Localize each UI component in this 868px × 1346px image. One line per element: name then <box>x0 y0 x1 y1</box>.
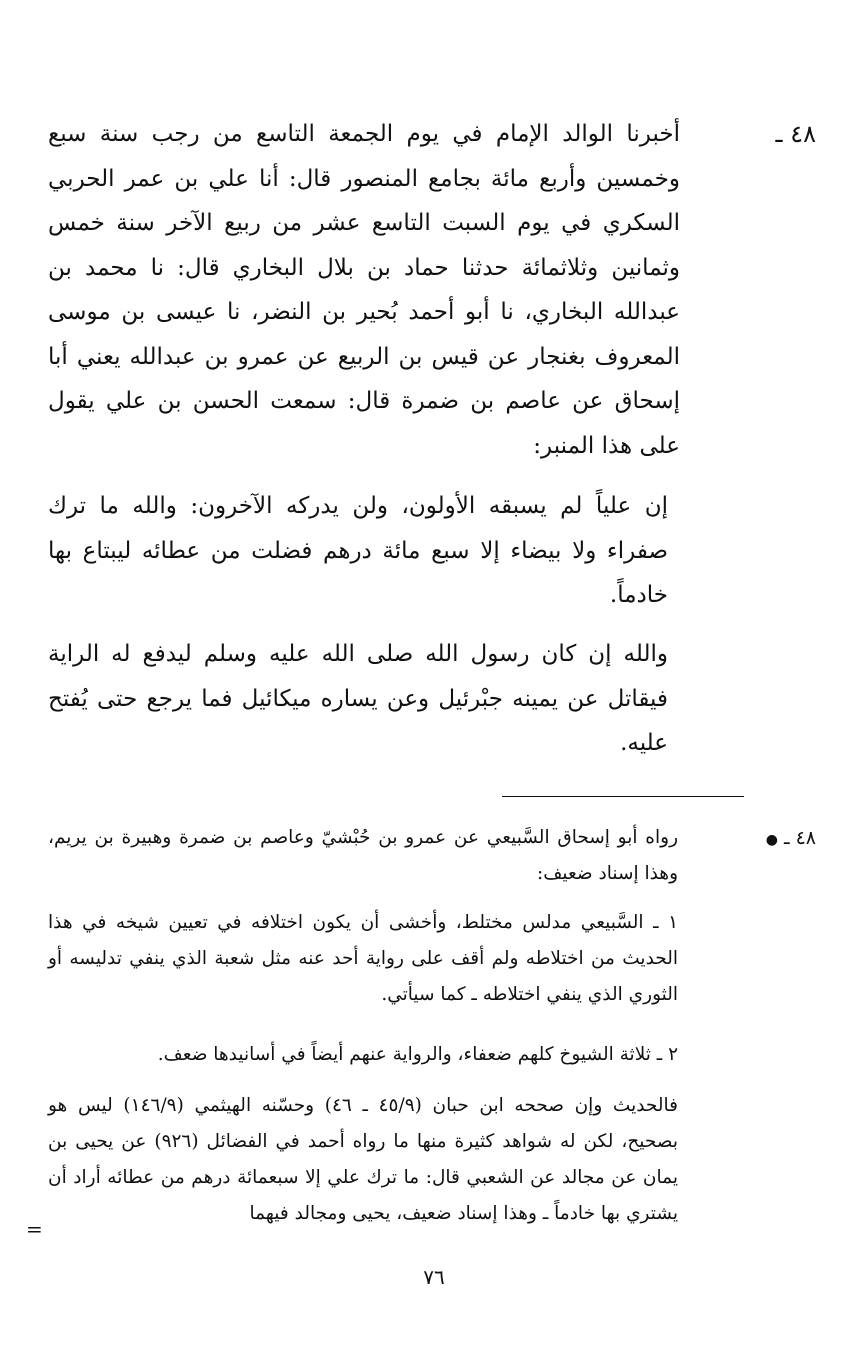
hadith-text-paragraph-2: والله إن كان رسول الله صلى الله عليه وسلم ليدفع له الراية فيقاتل عن يمينه جبْرئيل وعن يساره ميكائيل فما يرجع حتى يُفتح عليه. <box>48 641 668 756</box>
hadith-number: ٤٨ ـ <box>775 120 816 148</box>
hadith-isnad: أخبرنا الوالد الإمام في يوم الجمعة التاسع من رجب سنة سبع وخمسين وأربع مائة بجامع المنصور قال: أنا علي بن عمر الحربي السكري في يوم السبت التاسع عشر من ربيع الآخر سنة خمس وثمانين وثلاثمائة حدثنا حماد بن بلال البخاري قال: نا محمد بن عبدالله البخاري، نا أبو أحمد بُحير بن النضر، نا عيسى بن موسى المعروف بغنجار عن قيس بن الربيع عن عمرو بن عبدالله يعني أبا إسحاق عن عاصم بن ضمرة قال: سمعت الحسن بن علي يقول على هذا المنبر: <box>48 121 680 459</box>
page-number: ٧٦ <box>423 1265 445 1289</box>
footnote-number-text: ٤٨ ـ <box>783 827 816 849</box>
footnote-point-1: ١ ـ السَّبيعي مدلس مختلط، وأخشى أن يكون اختلافه في تعيين شيخه في هذا الحديث من اختلاطه ولم أقف على رواية أحد عنه مثل شعبة الذي ينفي تدليسه أو الثوري الذي ينفي اختلاطه ـ كما سيأتي. <box>48 912 678 1005</box>
footnote-bullet: ● <box>765 832 778 848</box>
hadith-text-paragraph-1: إن علياً لم يسبقه الأولون، ولن يدركه الآخرون: والله ما ترك صفراء ولا بيضاء إلا سبع مائة درهم فضلت من عطائه ليبتاع بها خادماً. <box>48 493 668 608</box>
continuation-mark: = <box>26 1217 43 1241</box>
footnote-conclusion: فالحديث وإن صححه ابن حبان (٤٥/٩ ـ ٤٦) وحسّنه الهيثمي (١٤٦/٩) ليس هو بصحيح، لكن له شواهد كثيرة منها ما رواه أحمد في الفضائل (٩٢٦) عن يحيى بن يمان عن مجالد عن الشعبي قال: ما ترك علي إلا سبعمائة درهم من عطائه أراد أن يشتري بها خادماً ـ وهذا إسناد ضعيف، يحيى ومجالد فيهما <box>48 1095 678 1224</box>
footnote-separator <box>502 796 744 797</box>
footnote-point-2: ٢ ـ ثلاثة الشيوخ كلهم ضعفاء، والرواية عنهم أيضاً في أسانيدها ضعف. <box>157 1044 678 1065</box>
footnote-number <box>766 820 816 858</box>
footnote-intro: رواه أبو إسحاق السَّبيعي عن عمرو بن حُبْشيّ وعاصم بن ضمرة وهبيرة بن يريم، وهذا إسناد ضعيف: <box>48 827 678 884</box>
